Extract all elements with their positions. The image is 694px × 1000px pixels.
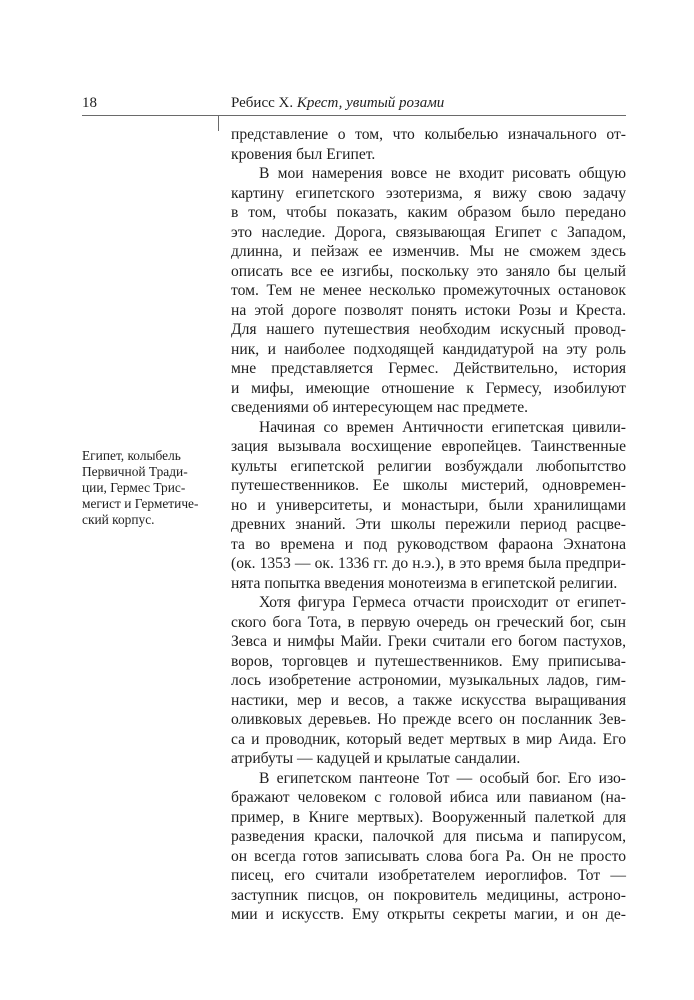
paragraph	[231, 125, 626, 164]
text-line: зация вызывала восхищение европейцев. Таинственные	[231, 438, 626, 455]
column-divider	[218, 115, 219, 131]
text-line: картину египетского эзотеризма, я вижу свою задачу	[231, 184, 626, 202]
text-line: он всегда готов записывать слова бога Ра. Он не просто	[231, 847, 626, 865]
text-line: са и проводник, который ведет мертвых в мир Аида. Его	[231, 730, 626, 748]
running-head-book-title: Крест, увитый розами	[296, 95, 445, 111]
text-line: и мифы, имеющие отношение к Гермесу, изобилуют	[231, 379, 626, 397]
text-line: разведения краски, палочкой для письма и папирусом,	[231, 828, 626, 845]
text-line: описать все ее изгибы, поскольку это заняло бы целый	[231, 262, 626, 280]
text-line: Зевса и нимфы Майи. Греки считали его богом пастухов,	[231, 633, 626, 650]
text-line: на этой дороге позволят понять истоки Розы и Креста.	[231, 301, 626, 319]
text-line: заступник писцов, он покровитель медицины, астроно-	[231, 886, 626, 904]
text-line: воров, торговцев и путешественников. Ему приписыва-	[231, 652, 626, 670]
text-line: древних знаний. Эти школы пережили период расцве-	[231, 516, 626, 533]
text-line: длинна, и пейзаж ее изменчив. Мы не сможем здесь	[231, 243, 626, 260]
text-line: (ок. 1353 — ок. 1336 гг. до н.э.), в это время была предпри-	[231, 555, 626, 572]
header-rule	[82, 115, 626, 116]
margin-note	[82, 448, 210, 528]
text-line: путешественников. Ее школы мистерий, одновремен-	[231, 477, 626, 494]
margin-note-line: Египет, колыбель	[82, 448, 181, 463]
margin-note-line: ции, Гермес Трис-	[82, 480, 186, 495]
text-line: том. Тем не менее несколько промежуточных остановок	[231, 282, 626, 299]
text-line: культы египетской религии возбуждали любопытство	[231, 457, 626, 475]
text-line: В египетском пантеоне Тот — особый бог. Его изо-	[259, 769, 626, 787]
text-line: мии и искусств. Ему открыты секреты магии, и он де-	[231, 906, 626, 923]
paragraph	[231, 164, 626, 418]
text-line: оливковых деревьев. Но прежде всего он посланник Зев-	[231, 711, 626, 728]
paragraph	[231, 418, 626, 594]
page-number: 18	[82, 95, 97, 111]
text-line: в том, чтобы показать, каким образом было передано	[231, 204, 626, 221]
text-line: ского бога Тота, в первую очередь он греческий бог, сын	[231, 613, 626, 631]
text-line: Хотя фигура Гермеса отчасти происходит от египет-	[259, 594, 626, 611]
paragraph	[231, 769, 626, 925]
text-line: нята попытка введения монотеизма в египетской религии.	[231, 574, 618, 592]
text-line: кровения был Египет.	[231, 145, 376, 163]
text-line: писец, его считали изобретателем иероглифов. Тот —	[231, 867, 626, 884]
text-line: та во времена и под руководством фараона Эхнатона	[231, 535, 626, 553]
text-line: представление о том, что колыбелью изначального от-	[231, 126, 626, 143]
text-line: это наследие. Дорога, связывающая Египет с Западом,	[231, 223, 626, 241]
running-head-author: Ребисс Х.	[231, 95, 294, 111]
margin-note-line: Первичной Тради-	[82, 464, 188, 479]
body-text	[231, 125, 626, 925]
text-line: сведениями об интересующем нас предмете.	[231, 399, 529, 416]
text-line: пример, в Книге мертвых). Вооруженный палеткой для	[231, 808, 626, 826]
text-line: настики, мер и весов, а также искусства выращивания	[231, 691, 626, 709]
text-line: мне представляется Гермес. Действительно, история	[231, 360, 626, 377]
text-line: Для нашего путешествия необходим искусный провод-	[231, 321, 626, 338]
text-line: бражают человеком с головой ибиса или павианом (на-	[231, 789, 626, 806]
text-line: атрибуты — кадуцей и крылатые сандалии.	[231, 750, 521, 767]
text-line: Начиная со времен Античности египетская цивили-	[259, 418, 626, 436]
margin-note-line: ский корпус.	[82, 512, 155, 527]
margin-note-line: мегист и Герметиче-	[82, 496, 199, 511]
running-head	[231, 94, 444, 112]
text-line: В мои намерения вовсе не входит рисовать общую	[259, 165, 626, 182]
text-line: лось изобретение астрономии, музыкальных ладов, гим-	[231, 672, 626, 689]
text-line: ник, и наиболее подходящей кандидатурой на эту роль	[231, 340, 626, 358]
text-line: но и университеты, и монастыри, были хранилищами	[231, 496, 626, 514]
paragraph	[231, 593, 626, 769]
